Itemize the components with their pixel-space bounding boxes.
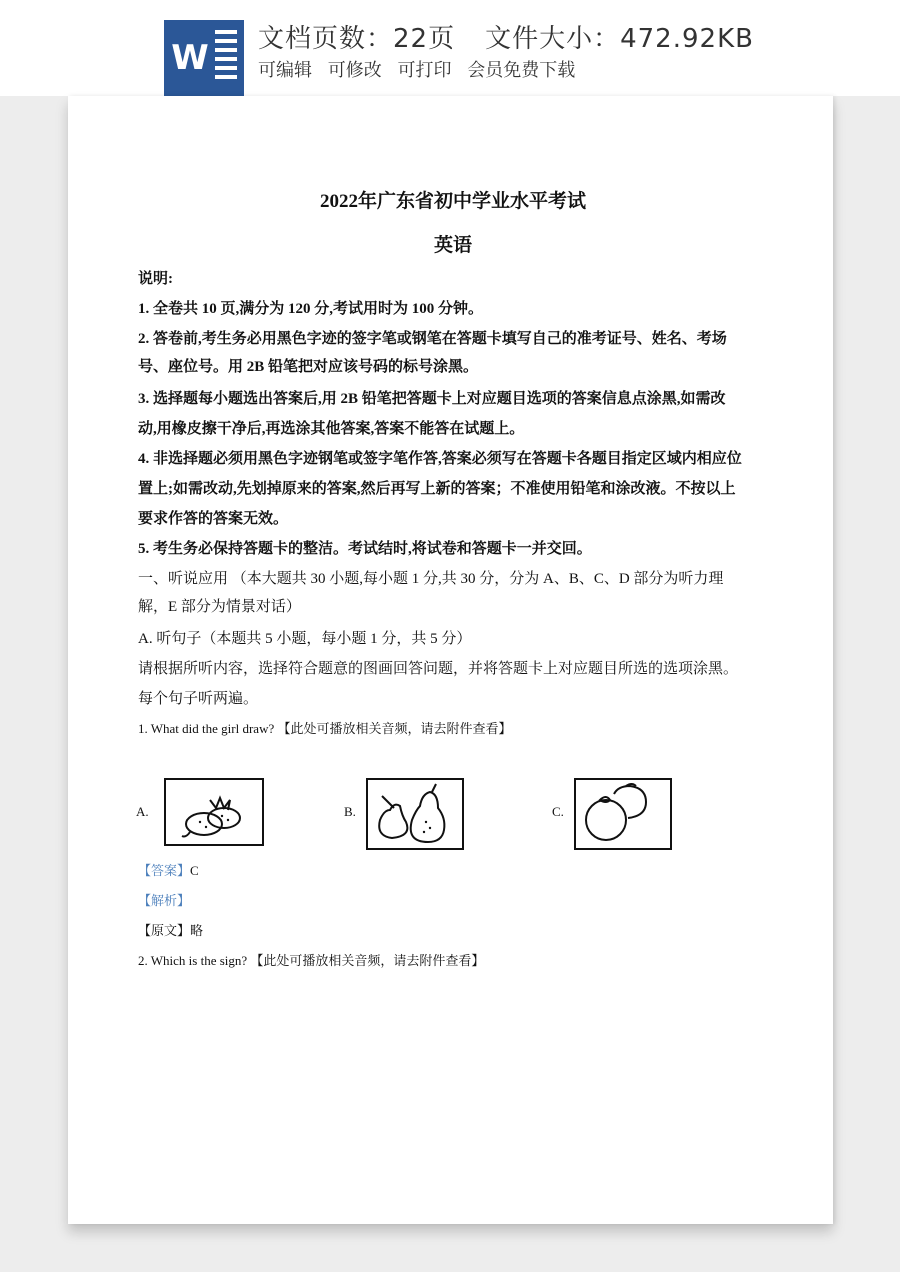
exam-subject: 英语 xyxy=(433,235,472,256)
answer-value: C xyxy=(190,863,199,878)
note-line: 置上;如需改动,先划掉原来的答案,然后再写上新的答案；不准使用铅笔和涂改液。不按以上 xyxy=(138,481,736,497)
file-size: 文件大小：472.92KB xyxy=(485,24,754,54)
pear-drawing xyxy=(368,780,462,848)
original-value: 略 xyxy=(190,923,204,938)
tomato-drawing xyxy=(576,780,670,848)
document-page xyxy=(68,96,833,1224)
word-icon-letter: W xyxy=(171,38,209,78)
option-a-label: A. xyxy=(136,804,149,819)
feature-member-download: 会员免费下载 xyxy=(467,60,576,81)
note-line: 3. 选择题每小题选出答案后,用 2B 铅笔把答题卡上对应题目选项的答案信息点涂黑,如需改 xyxy=(138,391,726,407)
answer-tag: 【答案】 xyxy=(138,863,191,878)
word-icon-lines xyxy=(215,30,237,86)
pear-image xyxy=(366,778,464,850)
tomato-image xyxy=(574,778,672,850)
exam-title: 2022年广东省初中学业水平考试 xyxy=(319,191,586,212)
original-row xyxy=(138,916,768,946)
section-heading-cont: 解，E 部分为情景对话） xyxy=(138,599,301,615)
original-tag: 【原文】 xyxy=(138,923,191,938)
part-a-heading: A. 听句子（本题共 5 小题，每小题 1 分，共 5 分） xyxy=(138,631,472,647)
note-line: 4. 非选择题必须用黑色字迹钢笔或签字笔作答,答案必须写在答题卡各题目指定区域内相应位 xyxy=(138,451,742,467)
word-document-icon xyxy=(164,20,244,96)
instructions-cont: 每个句子听两遍。 xyxy=(138,691,259,707)
section-heading: 一、听说应用 （本大题共 30 小题,每小题 1 分,共 30 分，分为 A、B、C、D 部分为听力理 xyxy=(138,571,724,587)
analysis-tag: 【解析】 xyxy=(138,893,191,908)
feature-modifiable: 可修改 xyxy=(327,60,382,81)
strawberry-drawing xyxy=(166,780,262,844)
option-c-label: C. xyxy=(552,804,564,819)
note-line: 号、座位号。用 2B 铅笔把对应该号码的标号涂黑。 xyxy=(138,359,479,375)
note-line: 2. 答卷前,考生务必用黑色字迹的签字笔或钢笔在答题卡填写自己的准考证号、姓名、考场 xyxy=(138,331,727,347)
option-b-label: B. xyxy=(344,804,356,819)
file-info xyxy=(258,18,754,55)
header-bar xyxy=(0,0,900,96)
instructions: 请根据所听内容，选择符合题意的图画回答问题，并将答题卡上对应题目所选的选项涂黑。 xyxy=(138,661,739,677)
page-count: 文档页数：22页 xyxy=(258,24,456,54)
note-line: 要求作答的答案无效。 xyxy=(138,511,289,527)
note-line: 1. 全卷共 10 页,满分为 120 分,考试用时为 100 分钟。 xyxy=(138,301,484,317)
question-2: 2. Which is the sign? 【此处可播放相关音频，请去附件查看】 xyxy=(138,953,485,968)
question-1: 1. What did the girl draw? 【此处可播放相关音频，请去附件查看】 xyxy=(138,721,512,736)
feature-editable: 可编辑 xyxy=(258,60,312,81)
note-line: 动,用橡皮擦干净后,再选涂其他答案,答案不能答在试题上。 xyxy=(138,421,525,437)
notes-heading: 说明: xyxy=(138,271,173,287)
strawberry-image xyxy=(164,778,264,846)
feature-printable: 可打印 xyxy=(397,60,452,81)
answer-row xyxy=(138,856,768,886)
feature-list xyxy=(258,56,585,82)
note-line: 5. 考生务必保持答题卡的整洁。考试结时,将试卷和答题卡一并交回。 xyxy=(138,541,592,557)
